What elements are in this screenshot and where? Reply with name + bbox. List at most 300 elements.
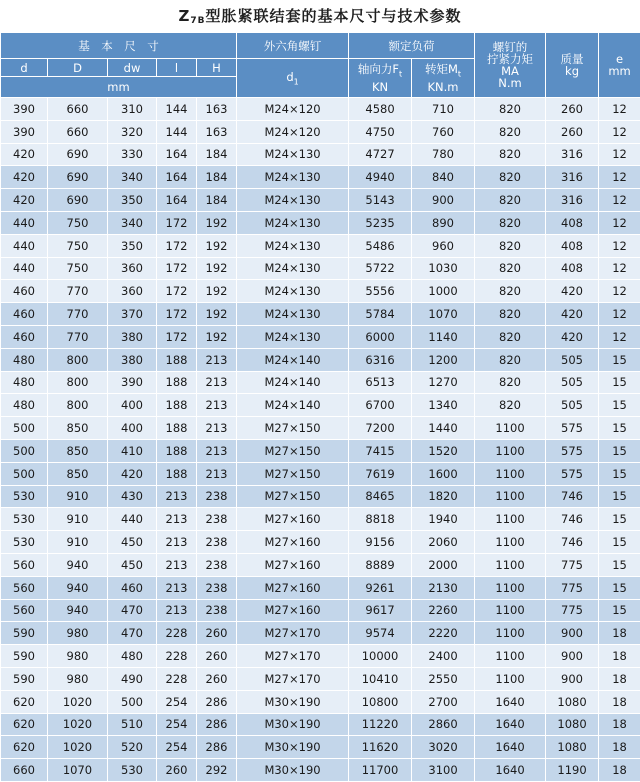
cell-dw: 320 xyxy=(108,120,157,143)
cell-torque: 1600 xyxy=(412,462,475,485)
cell-tightening-torque: 1100 xyxy=(475,417,546,440)
cell-tightening-torque: 1640 xyxy=(475,736,546,759)
cell-mass: 316 xyxy=(546,166,599,189)
header-tightening-torque xyxy=(475,33,546,98)
cell-e: 12 xyxy=(599,257,640,280)
cell-dw: 450 xyxy=(108,531,157,554)
cell-d1: M27×160 xyxy=(237,531,349,554)
cell-torque: 1340 xyxy=(412,394,475,417)
cell-l: 228 xyxy=(157,645,197,668)
cell-e: 15 xyxy=(599,348,640,371)
cell-torque: 2000 xyxy=(412,553,475,576)
cell-d: 620 xyxy=(1,690,48,713)
cell-dw: 420 xyxy=(108,462,157,485)
cell-axial-force: 9574 xyxy=(349,622,412,645)
cell-d1: M27×150 xyxy=(237,462,349,485)
cell-mass: 420 xyxy=(546,325,599,348)
cell-mass: 408 xyxy=(546,211,599,234)
cell-tightening-torque: 820 xyxy=(475,280,546,303)
cell-l: 172 xyxy=(157,234,197,257)
cell-D: 910 xyxy=(48,531,108,554)
cell-l: 228 xyxy=(157,667,197,690)
cell-D: 750 xyxy=(48,211,108,234)
cell-l: 144 xyxy=(157,120,197,143)
table-row xyxy=(1,325,640,348)
cell-torque: 1000 xyxy=(412,280,475,303)
cell-H: 192 xyxy=(197,257,237,280)
cell-e: 18 xyxy=(599,645,640,668)
cell-tightening-torque: 1100 xyxy=(475,622,546,645)
cell-D: 940 xyxy=(48,553,108,576)
cell-axial-force: 4727 xyxy=(349,143,412,166)
cell-tightening-torque: 1100 xyxy=(475,599,546,622)
cell-mass: 505 xyxy=(546,348,599,371)
cell-axial-force: 8465 xyxy=(349,485,412,508)
cell-axial-force: 10000 xyxy=(349,645,412,668)
table-row xyxy=(1,394,640,417)
cell-D: 1070 xyxy=(48,759,108,782)
cell-axial-force: 6000 xyxy=(349,325,412,348)
cell-tightening-torque: 1640 xyxy=(475,759,546,782)
cell-dw: 370 xyxy=(108,303,157,326)
cell-torque: 3100 xyxy=(412,759,475,782)
cell-d1: M30×190 xyxy=(237,713,349,736)
cell-H: 192 xyxy=(197,211,237,234)
cell-axial-force: 4750 xyxy=(349,120,412,143)
cell-dw: 350 xyxy=(108,234,157,257)
cell-axial-force: 6700 xyxy=(349,394,412,417)
cell-H: 192 xyxy=(197,234,237,257)
header-H: H xyxy=(197,59,237,77)
cell-dw: 340 xyxy=(108,211,157,234)
cell-mass: 316 xyxy=(546,143,599,166)
cell-D: 910 xyxy=(48,508,108,531)
cell-d1: M27×170 xyxy=(237,667,349,690)
cell-e: 15 xyxy=(599,462,640,485)
cell-d: 500 xyxy=(1,439,48,462)
cell-tightening-torque: 820 xyxy=(475,143,546,166)
cell-D: 690 xyxy=(48,143,108,166)
table-row xyxy=(1,645,640,668)
cell-d1: M27×170 xyxy=(237,622,349,645)
cell-axial-force: 9261 xyxy=(349,576,412,599)
cell-e: 18 xyxy=(599,759,640,782)
cell-H: 260 xyxy=(197,645,237,668)
cell-H: 238 xyxy=(197,485,237,508)
header-d1 xyxy=(237,59,349,98)
cell-tightening-torque: 820 xyxy=(475,394,546,417)
cell-mass: 775 xyxy=(546,599,599,622)
cell-tightening-torque: 820 xyxy=(475,98,546,121)
cell-D: 850 xyxy=(48,417,108,440)
cell-d: 460 xyxy=(1,303,48,326)
cell-H: 213 xyxy=(197,462,237,485)
cell-H: 286 xyxy=(197,713,237,736)
cell-torque: 1940 xyxy=(412,508,475,531)
cell-D: 910 xyxy=(48,485,108,508)
cell-H: 192 xyxy=(197,280,237,303)
cell-axial-force: 11220 xyxy=(349,713,412,736)
axial-unit: KN xyxy=(372,80,388,94)
cell-torque: 840 xyxy=(412,166,475,189)
cell-mass: 1080 xyxy=(546,690,599,713)
cell-e: 15 xyxy=(599,553,640,576)
cell-e: 12 xyxy=(599,303,640,326)
cell-tightening-torque: 1640 xyxy=(475,713,546,736)
cell-H: 238 xyxy=(197,508,237,531)
cell-d1: M30×190 xyxy=(237,736,349,759)
cell-d1: M30×190 xyxy=(237,690,349,713)
table-row xyxy=(1,371,640,394)
table-row xyxy=(1,462,640,485)
table-row xyxy=(1,166,640,189)
cell-e: 12 xyxy=(599,280,640,303)
header-rated-load: 额定负荷 xyxy=(349,33,475,59)
cell-dw: 400 xyxy=(108,417,157,440)
cell-e: 12 xyxy=(599,120,640,143)
cell-d: 500 xyxy=(1,462,48,485)
cell-mass: 1190 xyxy=(546,759,599,782)
cell-e: 12 xyxy=(599,189,640,212)
header-l: l xyxy=(157,59,197,77)
cell-e: 15 xyxy=(599,576,640,599)
cell-dw: 520 xyxy=(108,736,157,759)
cell-dw: 440 xyxy=(108,508,157,531)
cell-D: 800 xyxy=(48,394,108,417)
cell-D: 800 xyxy=(48,371,108,394)
cell-e: 12 xyxy=(599,325,640,348)
title-subscript: 7B xyxy=(190,16,205,26)
cell-dw: 490 xyxy=(108,667,157,690)
cell-torque: 780 xyxy=(412,143,475,166)
cell-dw: 510 xyxy=(108,713,157,736)
cell-d: 620 xyxy=(1,713,48,736)
cell-d: 530 xyxy=(1,508,48,531)
cell-torque: 2260 xyxy=(412,599,475,622)
cell-d1: M27×160 xyxy=(237,553,349,576)
cell-tightening-torque: 1100 xyxy=(475,439,546,462)
cell-tightening-torque: 1100 xyxy=(475,553,546,576)
table-row xyxy=(1,553,640,576)
cell-tightening-torque: 820 xyxy=(475,166,546,189)
torque-line-3: MA xyxy=(501,64,519,78)
cell-H: 163 xyxy=(197,98,237,121)
cell-tightening-torque: 820 xyxy=(475,120,546,143)
cell-e: 15 xyxy=(599,599,640,622)
cell-d1: M24×130 xyxy=(237,143,349,166)
cell-tightening-torque: 1100 xyxy=(475,667,546,690)
cell-tightening-torque: 820 xyxy=(475,303,546,326)
cell-tightening-torque: 1100 xyxy=(475,531,546,554)
cell-e: 15 xyxy=(599,371,640,394)
cell-axial-force: 7415 xyxy=(349,439,412,462)
cell-H: 292 xyxy=(197,759,237,782)
header-bolt: 外六角螺钉 xyxy=(237,33,349,59)
cell-D: 770 xyxy=(48,303,108,326)
cell-mass: 746 xyxy=(546,485,599,508)
cell-e: 12 xyxy=(599,166,640,189)
cell-torque: 2060 xyxy=(412,531,475,554)
cell-axial-force: 8889 xyxy=(349,553,412,576)
cell-H: 184 xyxy=(197,166,237,189)
cell-mass: 575 xyxy=(546,462,599,485)
cell-axial-force: 5784 xyxy=(349,303,412,326)
title-text: 型胀紧联结套的基本尺寸与技术参数 xyxy=(206,7,462,25)
cell-d: 390 xyxy=(1,98,48,121)
cell-tightening-torque: 1100 xyxy=(475,576,546,599)
table-row xyxy=(1,599,640,622)
cell-l: 164 xyxy=(157,143,197,166)
cell-axial-force: 7200 xyxy=(349,417,412,440)
cell-mass: 316 xyxy=(546,189,599,212)
header-mass xyxy=(546,33,599,98)
cell-d: 560 xyxy=(1,576,48,599)
cell-mass: 575 xyxy=(546,417,599,440)
table-row xyxy=(1,508,640,531)
cell-dw: 350 xyxy=(108,189,157,212)
torque-unit: KN.m xyxy=(428,80,459,94)
cell-torque: 2220 xyxy=(412,622,475,645)
cell-dw: 400 xyxy=(108,394,157,417)
header-torque xyxy=(412,59,475,98)
cell-torque: 890 xyxy=(412,211,475,234)
cell-dw: 360 xyxy=(108,257,157,280)
cell-H: 213 xyxy=(197,417,237,440)
cell-D: 850 xyxy=(48,439,108,462)
cell-mass: 1080 xyxy=(546,713,599,736)
cell-mass: 575 xyxy=(546,439,599,462)
cell-d1: M24×130 xyxy=(237,257,349,280)
cell-H: 238 xyxy=(197,531,237,554)
cell-dw: 390 xyxy=(108,371,157,394)
cell-torque: 2550 xyxy=(412,667,475,690)
cell-tightening-torque: 820 xyxy=(475,189,546,212)
cell-e: 15 xyxy=(599,485,640,508)
cell-d: 480 xyxy=(1,371,48,394)
title-prefix: Z xyxy=(178,7,190,25)
cell-D: 940 xyxy=(48,599,108,622)
table-row xyxy=(1,234,640,257)
cell-l: 188 xyxy=(157,417,197,440)
cell-l: 188 xyxy=(157,371,197,394)
cell-d1: M24×130 xyxy=(237,280,349,303)
cell-H: 192 xyxy=(197,303,237,326)
e-unit: mm xyxy=(608,64,630,78)
cell-axial-force: 5235 xyxy=(349,211,412,234)
cell-torque: 3020 xyxy=(412,736,475,759)
axial-sub: t xyxy=(399,70,402,79)
cell-H: 213 xyxy=(197,371,237,394)
cell-d: 620 xyxy=(1,736,48,759)
cell-axial-force: 7619 xyxy=(349,462,412,485)
cell-D: 750 xyxy=(48,234,108,257)
cell-dw: 410 xyxy=(108,439,157,462)
cell-axial-force: 9156 xyxy=(349,531,412,554)
cell-torque: 1070 xyxy=(412,303,475,326)
cell-axial-force: 8818 xyxy=(349,508,412,531)
cell-d: 590 xyxy=(1,622,48,645)
cell-axial-force: 4580 xyxy=(349,98,412,121)
table-row xyxy=(1,690,640,713)
cell-l: 213 xyxy=(157,553,197,576)
cell-d: 460 xyxy=(1,280,48,303)
cell-d: 530 xyxy=(1,485,48,508)
table-row xyxy=(1,485,640,508)
table-row xyxy=(1,439,640,462)
cell-tightening-torque: 820 xyxy=(475,257,546,280)
header-D: D xyxy=(48,59,108,77)
d1-main: d xyxy=(286,70,293,84)
cell-e: 15 xyxy=(599,394,640,417)
cell-l: 172 xyxy=(157,280,197,303)
cell-D: 1020 xyxy=(48,713,108,736)
torque-sub: t xyxy=(458,70,461,79)
cell-e: 12 xyxy=(599,143,640,166)
table-row xyxy=(1,348,640,371)
cell-d: 660 xyxy=(1,759,48,782)
cell-d: 420 xyxy=(1,166,48,189)
cell-e: 12 xyxy=(599,98,640,121)
cell-d: 440 xyxy=(1,234,48,257)
cell-l: 260 xyxy=(157,759,197,782)
cell-axial-force: 5556 xyxy=(349,280,412,303)
cell-d1: M27×150 xyxy=(237,485,349,508)
table-row xyxy=(1,417,640,440)
cell-tightening-torque: 820 xyxy=(475,325,546,348)
cell-tightening-torque: 820 xyxy=(475,348,546,371)
cell-tightening-torque: 1100 xyxy=(475,462,546,485)
cell-d: 560 xyxy=(1,553,48,576)
cell-dw: 450 xyxy=(108,553,157,576)
cell-mass: 746 xyxy=(546,508,599,531)
cell-d1: M24×130 xyxy=(237,234,349,257)
cell-H: 238 xyxy=(197,576,237,599)
cell-l: 213 xyxy=(157,508,197,531)
cell-dw: 480 xyxy=(108,645,157,668)
cell-d: 440 xyxy=(1,211,48,234)
cell-e: 18 xyxy=(599,667,640,690)
cell-dw: 530 xyxy=(108,759,157,782)
cell-dw: 380 xyxy=(108,325,157,348)
cell-axial-force: 11620 xyxy=(349,736,412,759)
cell-H: 260 xyxy=(197,622,237,645)
cell-H: 192 xyxy=(197,325,237,348)
cell-l: 172 xyxy=(157,303,197,326)
cell-D: 850 xyxy=(48,462,108,485)
cell-torque: 760 xyxy=(412,120,475,143)
cell-D: 980 xyxy=(48,622,108,645)
cell-D: 800 xyxy=(48,348,108,371)
cell-e: 18 xyxy=(599,690,640,713)
cell-D: 770 xyxy=(48,325,108,348)
cell-d: 440 xyxy=(1,257,48,280)
cell-d1: M24×140 xyxy=(237,371,349,394)
cell-l: 254 xyxy=(157,713,197,736)
cell-d1: M27×150 xyxy=(237,417,349,440)
cell-H: 238 xyxy=(197,599,237,622)
cell-axial-force: 6316 xyxy=(349,348,412,371)
table-row xyxy=(1,713,640,736)
table-row xyxy=(1,257,640,280)
cell-tightening-torque: 1100 xyxy=(475,508,546,531)
cell-mass: 505 xyxy=(546,371,599,394)
header-e xyxy=(599,33,640,98)
table-row xyxy=(1,98,640,121)
cell-torque: 1520 xyxy=(412,439,475,462)
cell-torque: 2400 xyxy=(412,645,475,668)
cell-mass: 420 xyxy=(546,280,599,303)
cell-d1: M24×130 xyxy=(237,189,349,212)
cell-mass: 505 xyxy=(546,394,599,417)
table-row xyxy=(1,576,640,599)
cell-l: 164 xyxy=(157,166,197,189)
cell-dw: 470 xyxy=(108,599,157,622)
cell-l: 144 xyxy=(157,98,197,121)
table-row xyxy=(1,531,640,554)
torque-line-4: N.m xyxy=(498,76,521,90)
cell-dw: 500 xyxy=(108,690,157,713)
cell-l: 254 xyxy=(157,690,197,713)
cell-d: 460 xyxy=(1,325,48,348)
cell-D: 980 xyxy=(48,645,108,668)
cell-H: 163 xyxy=(197,120,237,143)
cell-tightening-torque: 820 xyxy=(475,211,546,234)
cell-axial-force: 5143 xyxy=(349,189,412,212)
cell-mass: 746 xyxy=(546,531,599,554)
cell-axial-force: 5722 xyxy=(349,257,412,280)
cell-e: 12 xyxy=(599,211,640,234)
cell-mass: 900 xyxy=(546,622,599,645)
table-row xyxy=(1,622,640,645)
cell-d1: M24×120 xyxy=(237,98,349,121)
torque-line-2: 拧紧力矩 xyxy=(487,52,533,66)
cell-l: 172 xyxy=(157,325,197,348)
cell-tightening-torque: 1100 xyxy=(475,485,546,508)
table-row xyxy=(1,303,640,326)
cell-D: 660 xyxy=(48,120,108,143)
cell-d: 590 xyxy=(1,667,48,690)
cell-d: 500 xyxy=(1,417,48,440)
header-basic-dims: 基 本 尺 寸 xyxy=(1,33,237,59)
cell-D: 770 xyxy=(48,280,108,303)
cell-H: 184 xyxy=(197,143,237,166)
cell-e: 15 xyxy=(599,439,640,462)
cell-e: 15 xyxy=(599,508,640,531)
cell-d: 390 xyxy=(1,120,48,143)
cell-mass: 260 xyxy=(546,120,599,143)
cell-e: 18 xyxy=(599,736,640,759)
cell-H: 213 xyxy=(197,394,237,417)
cell-l: 228 xyxy=(157,622,197,645)
cell-e: 15 xyxy=(599,531,640,554)
cell-l: 188 xyxy=(157,439,197,462)
cell-axial-force: 9617 xyxy=(349,599,412,622)
cell-dw: 330 xyxy=(108,143,157,166)
table-row xyxy=(1,189,640,212)
cell-torque: 1270 xyxy=(412,371,475,394)
cell-d1: M30×190 xyxy=(237,759,349,782)
cell-axial-force: 5486 xyxy=(349,234,412,257)
cell-tightening-torque: 1100 xyxy=(475,645,546,668)
header-mm-unit: mm xyxy=(1,77,237,98)
cell-torque: 960 xyxy=(412,234,475,257)
cell-torque: 710 xyxy=(412,98,475,121)
torque-line-1: 螺钉的 xyxy=(493,40,528,54)
cell-H: 238 xyxy=(197,553,237,576)
cell-e: 15 xyxy=(599,417,640,440)
cell-d1: M27×160 xyxy=(237,508,349,531)
table-row xyxy=(1,120,640,143)
